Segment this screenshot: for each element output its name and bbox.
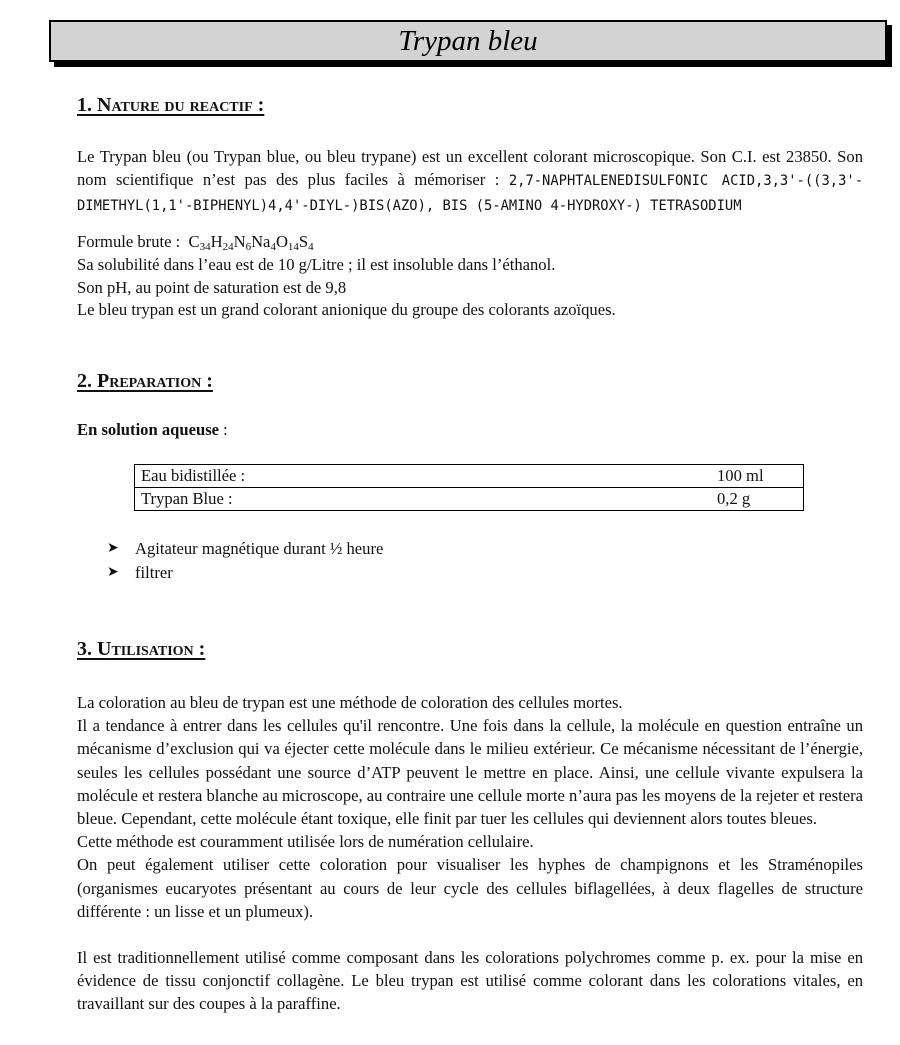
section-number: 1. — [77, 94, 92, 116]
section-heading-utilisation — [77, 638, 205, 661]
subheading-bold: En solution aqueuse — [77, 420, 220, 439]
table-row — [135, 465, 804, 488]
nature-intro-paragraph — [77, 145, 863, 219]
section-title — [97, 370, 213, 392]
table-cell-label: Trypan Blue : — [135, 488, 712, 511]
section-title-rest: reparation : — [109, 370, 213, 392]
section-heading-nature — [77, 94, 264, 117]
table-cell-value: 100 ml — [711, 465, 804, 488]
section-number: 2. — [77, 370, 92, 392]
ingredients-table — [134, 464, 804, 511]
utilisation-paragraph-1: La coloration au bleu de trypan est une méthode de coloration des cellules mortes. — [77, 693, 623, 712]
utilisation-paragraph-4: On peut également utiliser cette coloration pour visualiser les hyphes de champignons et les Straménopiles (organismes eucaryotes présentant au cours de leur cycle des cellules biflagellées, à deux flagelles de structure différente : un lisse et un plumeux). — [77, 855, 863, 921]
arrow-bullet-icon: ➤ — [107, 564, 119, 580]
section-heading-preparation — [77, 370, 213, 393]
formula-line — [77, 230, 863, 253]
list-item-text: Agitateur magnétique durant ½ heure — [135, 539, 384, 558]
utilisation-paragraph-2: Il a tendance à entrer dans les cellules qu'il rencontre. Une fois dans la cellule, la molécule en question entraîne un mécanisme d’exclusion qui va éjecter cette molécule dans le milieu extérieur. Ce mécanisme nécessitant de l’énergie, seules les cellules possédant une source d’ATP peuvent le mettre en place. Ainsi, une cellule vivante expulsera la molécule et restera blanche au microscope, au contraire une cellule morte n’aura pas les moyens de la rejeter et restera bleue. Cependant, cette molécule étant toxique, elle finit par tuer les cellules qui deviennent alors toutes bleues. — [77, 716, 863, 829]
list-item-text: filtrer — [135, 562, 173, 582]
formula-label: Formule brute : — [77, 232, 181, 251]
list-item — [107, 561, 383, 585]
subheading-suffix: : — [219, 420, 228, 439]
table-row — [135, 488, 804, 511]
section-title-rest: tilisation : — [111, 638, 206, 660]
list-item — [107, 537, 383, 561]
preparation-steps-list — [107, 537, 383, 584]
section-title-initial: N — [97, 94, 112, 116]
section-title — [97, 94, 264, 116]
utilisation-paragraph-5: Il est traditionnellement utilisé comme composant dans les colorations polychromes comme p. ex. pour la mise en évidence de tissu conjonctif collagène. Le bleu trypan est utilisé comme colorant dans les colorations vitales, en travaillant sur des coupes à la paraffine. — [77, 948, 863, 1014]
utilisation-paragraph-3: Cette méthode est couramment utilisée lors de numération cellulaire. — [77, 832, 534, 852]
section-title-initial: P — [97, 370, 110, 392]
group-line: Le bleu trypan est un grand colorant anionique du groupe des colorants azoïques. — [77, 300, 616, 319]
ph-line: Son pH, au point de saturation est de 9,8 — [77, 278, 347, 297]
section-title-initial: U — [97, 638, 112, 660]
nature-intro-text: Le Trypan bleu (ou Trypan blue, ou bleu trypane) est un excellent colorant microscopique. Son C.I. est 23850. Son nom scientifique n’est pas des plus faciles à mémoriser : — [77, 147, 863, 190]
table-cell-label: Eau bidistillée : — [135, 465, 712, 488]
scientific-name: 2,7-NAPHTALENEDISULFONIC ACID,3,3'-((3,3'-DIMETHYL(1,1'-BIPHENYL)4,4'-DIYL-)BIS(AZO), BIS (5-AMINO 4-HYDROXY-) TETRASODIUM — [77, 173, 864, 215]
section-title — [97, 638, 205, 660]
section-title-rest: ature du reactif : — [111, 94, 265, 116]
page-title: Trypan bleu — [398, 24, 538, 57]
preparation-subheading — [77, 420, 228, 440]
title-banner — [49, 20, 887, 62]
utilisation-text — [77, 691, 863, 1016]
chemical-formula: $C_{34}H_{24}N_6Na_4O_{14}S_4$ — [188, 232, 314, 253]
arrow-bullet-icon: ➤ — [107, 541, 119, 556]
section-number: 3. — [77, 638, 92, 660]
solubility-line: Sa solubilité dans l’eau est de 10 g/Litre ; il est insoluble dans l’éthanol. — [77, 255, 556, 274]
table-cell-value: 0,2 g — [711, 488, 804, 511]
